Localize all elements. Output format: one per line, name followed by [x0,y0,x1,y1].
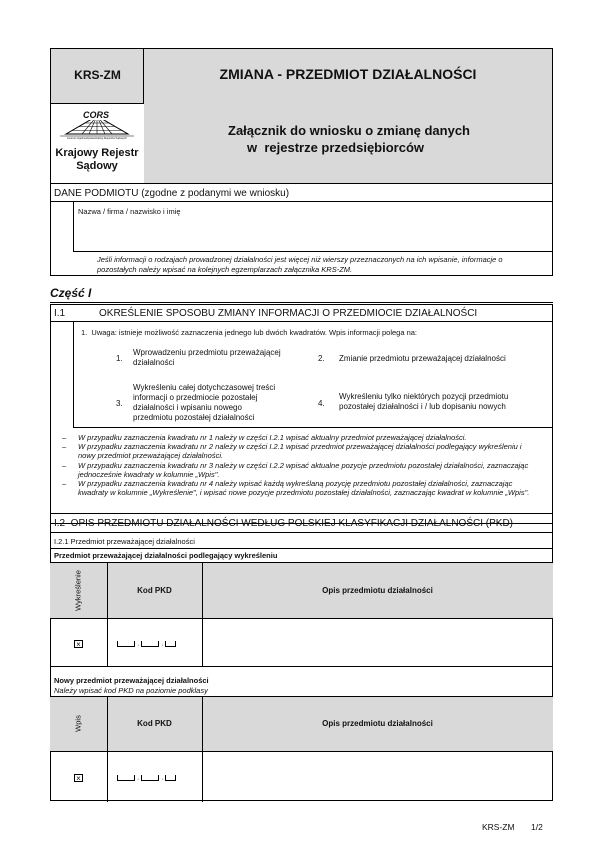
form-code: KRS-ZM [74,68,121,82]
note-3 [62,461,537,479]
option-1[interactable] [112,348,302,372]
note-4 [62,479,537,497]
pkd-digits-2 [141,775,159,781]
section-i21-label: I.2.1 Przedmiot przeważającej działalności [54,537,195,546]
table2-col-divider-1 [107,697,108,802]
note-2 [62,442,537,460]
org-name-1: Krajowy Rejestr [55,147,139,159]
option-3-number: 3. [116,399,123,408]
table2-header-opis: Opis przedmiotu działalności [322,719,433,728]
dane-podmiotu-heading: DANE PODMIOTU (zgodne z podanymi we wniosku) [54,188,290,199]
table2-header-kod: Kod PKD [137,719,172,728]
table1-header-wykreslenie [50,563,107,619]
section-i2-heading: I.2 OPIS PRZEDMIOTU DZIAŁALNOŚCI WEDŁUG POLSKIEJ KLASYFIKACJI DZIAŁALNOŚCI (PKD) [54,518,513,529]
table2-note: Należy wpisać kod PKD na poziomie podklasy [54,686,208,695]
table1-header-kod: Kod PKD [137,586,172,595]
pkd-digits-1 [117,641,135,647]
table2-title: Nowy przedmiot przeważającej działalności [54,676,209,685]
czesc-heading: Część I [50,286,92,300]
dash-icon: – [62,460,67,470]
option-1-number: 1. [116,354,123,363]
form-subtitle-2: w rejestrze przedsiębiorców [247,140,425,155]
pkd-separator-dot: · [135,642,142,649]
section-i2-divider [50,532,553,533]
table1-header-opis: Opis przedmiotu działalności [322,586,433,595]
pkd-separator-dot: · [159,776,166,783]
section-i1-title: OKREŚLENIE SPOSOBU ZMIANY INFORMACJI O PRZEDMIOCIE DZIAŁALNOŚCI [99,308,478,319]
table1-col-divider-1 [107,563,108,667]
option-4[interactable] [314,383,534,425]
wpis-label: Wpis [73,715,83,732]
option-4-number: 4. [318,399,325,408]
opis-input-2[interactable] [203,753,553,802]
option-4-text: Wykreśleniu tylko niektórych pozycji przedmiotu pozostałej działalności i / lub dopisaniu nowych [339,392,509,411]
pkd-code-input[interactable] [117,641,197,651]
form-subtitle-1: Załącznik do wniosku o zmianę danych [228,123,470,138]
dash-icon: – [62,433,67,442]
footer-form-code: KRS-ZM [482,822,515,832]
pkd-digits-3 [165,641,176,647]
krs-logo [52,106,142,182]
name-field-label: Nazwa / firma / nazwisko i imię [78,207,181,216]
uwaga-text: 1. Uwaga: istnieje możliwość zaznaczenia jednego lub dwóch kwadratów. Wpis informacji polega na: [81,328,418,337]
note-3-text: W przypadku zaznaczenia kwadratu nr 3 należy w części I.2.2 wpisać aktualne pozycje przedmiotu pozostałej działalności, zaznaczając jednocześnie kwadraty w kolumnie „Wpis". [78,460,529,479]
table2-header-wpis [50,697,107,752]
pkd-digits-1 [117,775,135,781]
pkd-code-input[interactable] [117,775,197,785]
pkd-digits-2 [141,641,159,647]
wykreslenie-checkbox[interactable]: × [74,640,83,648]
table1-title: Przedmiot przeważającej działalności podlegający wykreśleniu [54,551,278,560]
option-2[interactable] [314,348,534,372]
section-i21-divider [50,548,553,549]
pkd-separator-dot: · [159,642,166,649]
note-1-text: W przypadku zaznaczenia kwadratu nr 1 należy w części I.2.1 wpisać aktualny przedmiot przeważającej działalności. [78,433,467,442]
note-2-text: W przypadku zaznaczenia kwadratu nr 2 należy w części I.2.1 wpisać przedmiot przeważającej działalności podlegający wykreśleniu i nowy przedmiot przeważającej działalności. [78,442,522,461]
footer-page-number: 1/2 [531,822,543,832]
dash-icon: – [62,442,67,452]
logo-text: CORS [83,110,110,120]
dane-note: Jeśli informacji o rodzajach prowadzonej działalności jest więcej niż wierszy przeznaczonych na ich wpisanie, informacje o pozostałych należy wpisać na kolejnych egzemplarzach załącznika KRS-ZM. [97,255,503,274]
dash-icon: – [62,479,67,489]
option-3-text: Wykreśleniu całej dotychczasowej treści informacji o przedmiocie pozostałej działalności i wpisaniu nowego przedmiotu pozostałej działalności [133,383,276,422]
wykreslenie-label: Wykreślenie [73,570,83,611]
section-i1-number: I.1 [54,308,66,319]
option-2-text: Zmianie przedmiotu przeważającej działalności [339,354,506,363]
org-name-2: Sądowy [76,160,118,172]
logo-subtext: Centrum Ogólnoodpowiedzialnej Rejestrów Sądowych [66,137,128,140]
czesc-rule [50,302,553,303]
table2 [50,696,553,801]
opis-input-1[interactable] [203,620,553,667]
i1-notes [62,433,537,497]
pkd-digits-3 [165,775,176,781]
option-3[interactable] [112,383,302,425]
note-1 [62,433,537,442]
pkd-separator-dot: · [135,776,142,783]
table1 [50,562,553,666]
option-1-text: Wprowadzeniu przedmiotu przeważającej działalności [133,348,281,367]
option-2-number: 2. [318,354,325,363]
form-title: ZMIANA - PRZEDMIOT DZIAŁALNOŚCI [219,66,477,82]
table1-bottom [50,666,553,667]
wpis-checkbox[interactable]: × [74,774,83,782]
note-4-text: W przypadku zaznaczenia kwadratu nr 4 należy wpisać każdą wykreślaną pozycję przedmiotu pozostałej działalności, zaznaczając kwadraty w kolumnie „Wykreślenie", i wpisać nowe pozycje przedmiotu pozostałej działalności, zaznaczając kwadrat w kolumnie „Wpis". [78,479,530,498]
